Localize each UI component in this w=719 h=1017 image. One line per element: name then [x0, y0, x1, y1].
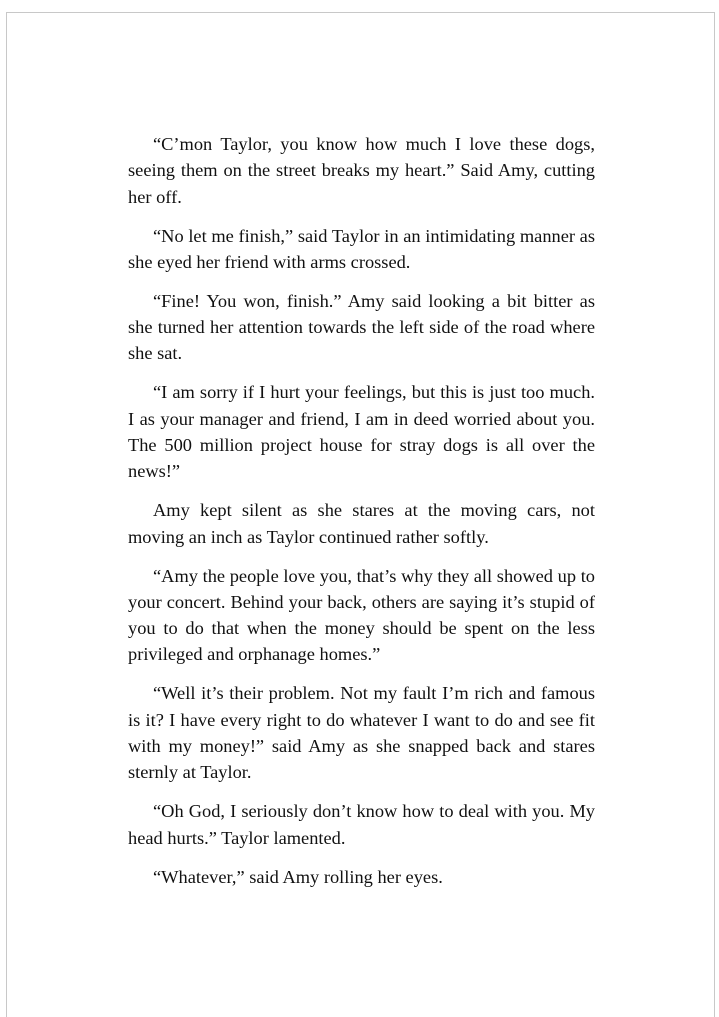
document-page: [6, 12, 715, 1017]
paragraph: Amy kept silent as she stares at the moving cars, not moving an inch as Taylor continued rather softly.: [128, 500, 595, 547]
paragraph: “C’mon Taylor, you know how much I love these dogs, seeing them on the street breaks my heart.” Said Amy, cutting her off.: [128, 134, 595, 207]
paragraph: “I am sorry if I hurt your feelings, but this is just too much. I as your manager and friend, I am in deed worried about you. The 500 million project house for stray dogs is all over the news!”: [128, 382, 595, 482]
document-body: [128, 131, 595, 890]
paragraph: “Amy the people love you, that’s why they all showed up to your concert. Behind your back, others are saying it’s stupid of you to do that when the money should be spent on the less privileged and orphanage homes.”: [128, 565, 595, 665]
paragraph: “Fine! You won, finish.” Amy said looking a bit bitter as she turned her attention towards the left side of the road where she sat.: [128, 290, 595, 364]
paragraph: “No let me finish,” said Taylor in an intimidating manner as she eyed her friend with arms crossed.: [128, 225, 595, 272]
paragraph: “Whatever,” said Amy rolling her eyes.: [153, 866, 443, 887]
paragraph: “Oh God, I seriously don’t know how to deal with you. My head hurts.” Taylor lamented.: [128, 801, 595, 848]
paragraph: “Well it’s their problem. Not my fault I’m rich and famous is it? I have every right to do whatever I want to do and see fit with my money!” said Amy as she snapped back and stares sternly at Taylor.: [128, 683, 595, 783]
